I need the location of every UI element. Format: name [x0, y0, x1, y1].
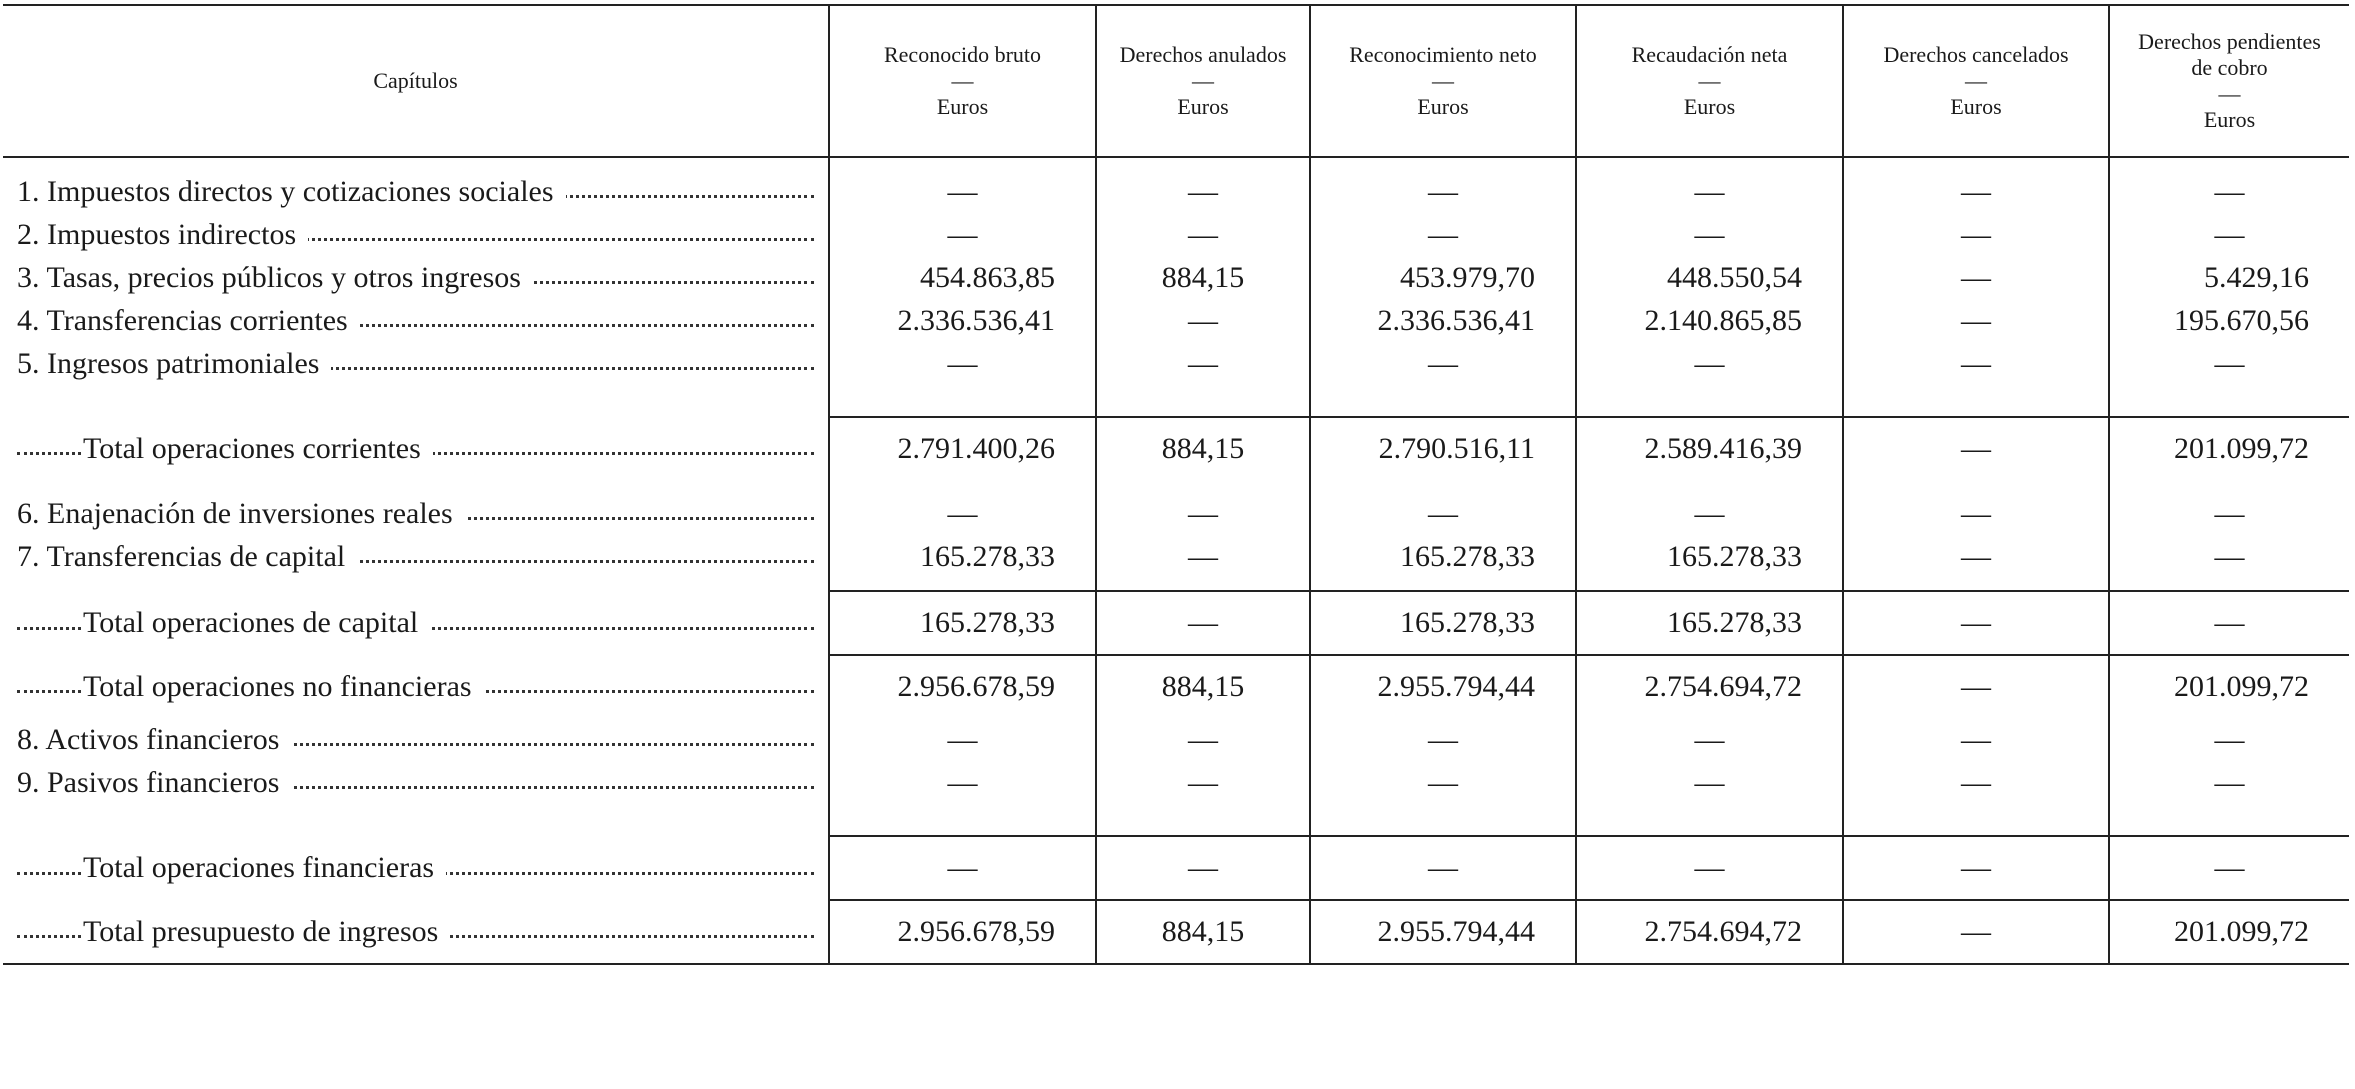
- cell-derechos-anulados: 884,15: [1096, 655, 1310, 718]
- cell-derechos-pendientes: —: [2109, 761, 2349, 804]
- spacer-cell: [3, 385, 829, 417]
- cell-derechos-anulados: 884,15: [1096, 417, 1310, 480]
- cell-derechos-anulados: —: [1096, 299, 1310, 342]
- spacer-cell: [829, 385, 1096, 417]
- cell-derechos-anulados: —: [1096, 492, 1310, 535]
- cell-derechos-pendientes: —: [2109, 836, 2349, 900]
- cell-reconocimiento-neto: —: [1310, 342, 1576, 385]
- spacer-cell: [1096, 157, 1310, 170]
- header-derechos-pendientes: Derechos pendientes de cobro — Euros: [2109, 5, 2349, 157]
- cell-recaudacion-neta: —: [1576, 718, 1843, 761]
- cell-recaudacion-neta: —: [1576, 492, 1843, 535]
- spacer-cell: [1310, 578, 1576, 591]
- spacer-cell: [3, 480, 829, 492]
- header-chapters: Capítulos: [3, 5, 829, 157]
- spacer-cell: [1576, 578, 1843, 591]
- table-row: [3, 170, 2349, 213]
- cell-reconocimiento-neto: 2.955.794,44: [1310, 655, 1576, 718]
- cell-derechos-anulados: —: [1096, 761, 1310, 804]
- cell-recaudacion-neta: 2.589.416,39: [1576, 417, 1843, 480]
- cell-reconocimiento-neto: 165.278,33: [1310, 591, 1576, 655]
- spacer-cell: [829, 804, 1096, 836]
- spacer-cell: [1096, 385, 1310, 417]
- spacer-cell: [2109, 804, 2349, 836]
- spacer-cell: [1096, 480, 1310, 492]
- cell-recaudacion-neta: 2.754.694,72: [1576, 655, 1843, 718]
- cell-recaudacion-neta: —: [1576, 342, 1843, 385]
- cell-derechos-anulados: —: [1096, 591, 1310, 655]
- cell-reconocido-bruto: —: [829, 170, 1096, 213]
- cell-derechos-pendientes: —: [2109, 492, 2349, 535]
- spacer-cell: [1576, 157, 1843, 170]
- cell-recaudacion-neta: 2.140.865,85: [1576, 299, 1843, 342]
- spacer-row: [3, 578, 2349, 591]
- cell-recaudacion-neta: 2.754.694,72: [1576, 900, 1843, 964]
- cell-derechos-cancelados: —: [1843, 761, 2109, 804]
- table-row: [3, 761, 2349, 804]
- row-label: Total operaciones financieras: [3, 836, 829, 900]
- cell-reconocimiento-neto: 165.278,33: [1310, 535, 1576, 578]
- row-label: 1. Impuestos directos y cotizaciones sociales: [3, 170, 829, 213]
- row-label: Total operaciones corrientes: [3, 417, 829, 480]
- cell-recaudacion-neta: 165.278,33: [1576, 591, 1843, 655]
- cell-recaudacion-neta: —: [1576, 213, 1843, 256]
- spacer-cell: [1843, 385, 2109, 417]
- cell-derechos-cancelados: —: [1843, 492, 2109, 535]
- cell-reconocido-bruto: —: [829, 761, 1096, 804]
- row-label: Total operaciones no financieras: [3, 655, 829, 718]
- table-row: [3, 535, 2349, 578]
- header-recaudacion-neta: Recaudación neta — Euros: [1576, 5, 1843, 157]
- table-row: [3, 492, 2349, 535]
- cell-reconocido-bruto: —: [829, 213, 1096, 256]
- spacer-cell: [1843, 157, 2109, 170]
- cell-derechos-cancelados: —: [1843, 655, 2109, 718]
- cell-derechos-pendientes: —: [2109, 591, 2349, 655]
- grand-total-row: [3, 900, 2349, 964]
- cell-derechos-anulados: —: [1096, 535, 1310, 578]
- cell-reconocido-bruto: —: [829, 718, 1096, 761]
- cell-derechos-cancelados: —: [1843, 299, 2109, 342]
- total-row: [3, 655, 2349, 718]
- cell-derechos-cancelados: —: [1843, 213, 2109, 256]
- cell-derechos-cancelados: —: [1843, 342, 2109, 385]
- cell-derechos-pendientes: 195.670,56: [2109, 299, 2349, 342]
- spacer-cell: [3, 157, 829, 170]
- cell-derechos-anulados: —: [1096, 718, 1310, 761]
- spacer-cell: [1843, 578, 2109, 591]
- cell-reconocimiento-neto: 453.979,70: [1310, 256, 1576, 299]
- header-reconocimiento-neto: Reconocimiento neto — Euros: [1310, 5, 1576, 157]
- table-row: [3, 256, 2349, 299]
- spacer-cell: [3, 804, 829, 836]
- spacer-cell: [1843, 480, 2109, 492]
- cell-reconocido-bruto: —: [829, 342, 1096, 385]
- spacer-cell: [1576, 480, 1843, 492]
- row-label: Total presupuesto de ingresos: [3, 900, 829, 964]
- total-row: [3, 591, 2349, 655]
- table-row: [3, 299, 2349, 342]
- cell-derechos-pendientes: —: [2109, 170, 2349, 213]
- cell-derechos-pendientes: 201.099,72: [2109, 655, 2349, 718]
- cell-derechos-pendientes: —: [2109, 213, 2349, 256]
- total-row: [3, 417, 2349, 480]
- spacer-cell: [2109, 385, 2349, 417]
- spacer-row: [3, 157, 2349, 170]
- table-row: [3, 718, 2349, 761]
- cell-reconocimiento-neto: —: [1310, 213, 1576, 256]
- cell-reconocido-bruto: 454.863,85: [829, 256, 1096, 299]
- cell-derechos-cancelados: —: [1843, 256, 2109, 299]
- row-label: 2. Impuestos indirectos: [3, 213, 829, 256]
- cell-reconocido-bruto: 165.278,33: [829, 591, 1096, 655]
- cell-derechos-cancelados: —: [1843, 900, 2109, 964]
- row-label: 4. Transferencias corrientes: [3, 299, 829, 342]
- spacer-cell: [1576, 385, 1843, 417]
- cell-reconocido-bruto: 2.956.678,59: [829, 655, 1096, 718]
- cell-recaudacion-neta: —: [1576, 761, 1843, 804]
- cell-reconocimiento-neto: —: [1310, 492, 1576, 535]
- cell-derechos-cancelados: —: [1843, 718, 2109, 761]
- cell-reconocimiento-neto: —: [1310, 718, 1576, 761]
- spacer-row: [3, 480, 2349, 492]
- spacer-row: [3, 804, 2349, 836]
- row-label: 7. Transferencias de capital: [3, 535, 829, 578]
- cell-recaudacion-neta: 448.550,54: [1576, 256, 1843, 299]
- cell-derechos-cancelados: —: [1843, 535, 2109, 578]
- spacer-cell: [1843, 804, 2109, 836]
- row-label: 6. Enajenación de inversiones reales: [3, 492, 829, 535]
- cell-derechos-pendientes: 201.099,72: [2109, 417, 2349, 480]
- spacer-row: [3, 385, 2349, 417]
- header-derechos-anulados: Derechos anulados — Euros: [1096, 5, 1310, 157]
- cell-derechos-anulados: 884,15: [1096, 900, 1310, 964]
- cell-derechos-anulados: —: [1096, 342, 1310, 385]
- cell-derechos-cancelados: —: [1843, 836, 2109, 900]
- cell-reconocido-bruto: 2.956.678,59: [829, 900, 1096, 964]
- spacer-cell: [1310, 480, 1576, 492]
- cell-derechos-cancelados: —: [1843, 417, 2109, 480]
- row-label: 5. Ingresos patrimoniales: [3, 342, 829, 385]
- spacer-cell: [1096, 578, 1310, 591]
- cell-reconocido-bruto: 165.278,33: [829, 535, 1096, 578]
- header-row: [3, 5, 2349, 157]
- cell-reconocimiento-neto: 2.955.794,44: [1310, 900, 1576, 964]
- cell-derechos-anulados: —: [1096, 836, 1310, 900]
- cell-reconocimiento-neto: 2.790.516,11: [1310, 417, 1576, 480]
- spacer-cell: [1576, 804, 1843, 836]
- spacer-cell: [2109, 578, 2349, 591]
- budget-income-table: [3, 4, 2349, 965]
- cell-derechos-cancelados: —: [1843, 170, 2109, 213]
- cell-derechos-cancelados: —: [1843, 591, 2109, 655]
- row-label: Total operaciones de capital: [3, 591, 829, 655]
- cell-reconocido-bruto: —: [829, 836, 1096, 900]
- cell-derechos-pendientes: 5.429,16: [2109, 256, 2349, 299]
- cell-reconocimiento-neto: 2.336.536,41: [1310, 299, 1576, 342]
- spacer-cell: [2109, 157, 2349, 170]
- cell-recaudacion-neta: —: [1576, 836, 1843, 900]
- spacer-cell: [1310, 157, 1576, 170]
- table-row: [3, 342, 2349, 385]
- cell-derechos-anulados: 884,15: [1096, 256, 1310, 299]
- row-label: 3. Tasas, precios públicos y otros ingresos: [3, 256, 829, 299]
- cell-derechos-anulados: —: [1096, 213, 1310, 256]
- cell-derechos-anulados: —: [1096, 170, 1310, 213]
- spacer-cell: [3, 578, 829, 591]
- cell-derechos-pendientes: —: [2109, 342, 2349, 385]
- cell-derechos-pendientes: —: [2109, 718, 2349, 761]
- cell-reconocido-bruto: —: [829, 492, 1096, 535]
- spacer-cell: [829, 480, 1096, 492]
- spacer-cell: [1310, 385, 1576, 417]
- cell-recaudacion-neta: —: [1576, 170, 1843, 213]
- row-label: 9. Pasivos financieros: [3, 761, 829, 804]
- spacer-cell: [829, 578, 1096, 591]
- header-derechos-cancelados: Derechos cancelados — Euros: [1843, 5, 2109, 157]
- spacer-cell: [2109, 480, 2349, 492]
- cell-reconocido-bruto: 2.791.400,26: [829, 417, 1096, 480]
- spacer-cell: [1096, 804, 1310, 836]
- cell-reconocimiento-neto: —: [1310, 170, 1576, 213]
- cell-derechos-pendientes: —: [2109, 535, 2349, 578]
- cell-reconocimiento-neto: —: [1310, 836, 1576, 900]
- cell-reconocido-bruto: 2.336.536,41: [829, 299, 1096, 342]
- header-reconocido-bruto: Reconocido bruto — Euros: [829, 5, 1096, 157]
- cell-recaudacion-neta: 165.278,33: [1576, 535, 1843, 578]
- row-label: 8. Activos financieros: [3, 718, 829, 761]
- spacer-cell: [829, 157, 1096, 170]
- cell-derechos-pendientes: 201.099,72: [2109, 900, 2349, 964]
- cell-reconocimiento-neto: —: [1310, 761, 1576, 804]
- spacer-cell: [1310, 804, 1576, 836]
- total-row: [3, 836, 2349, 900]
- table-row: [3, 213, 2349, 256]
